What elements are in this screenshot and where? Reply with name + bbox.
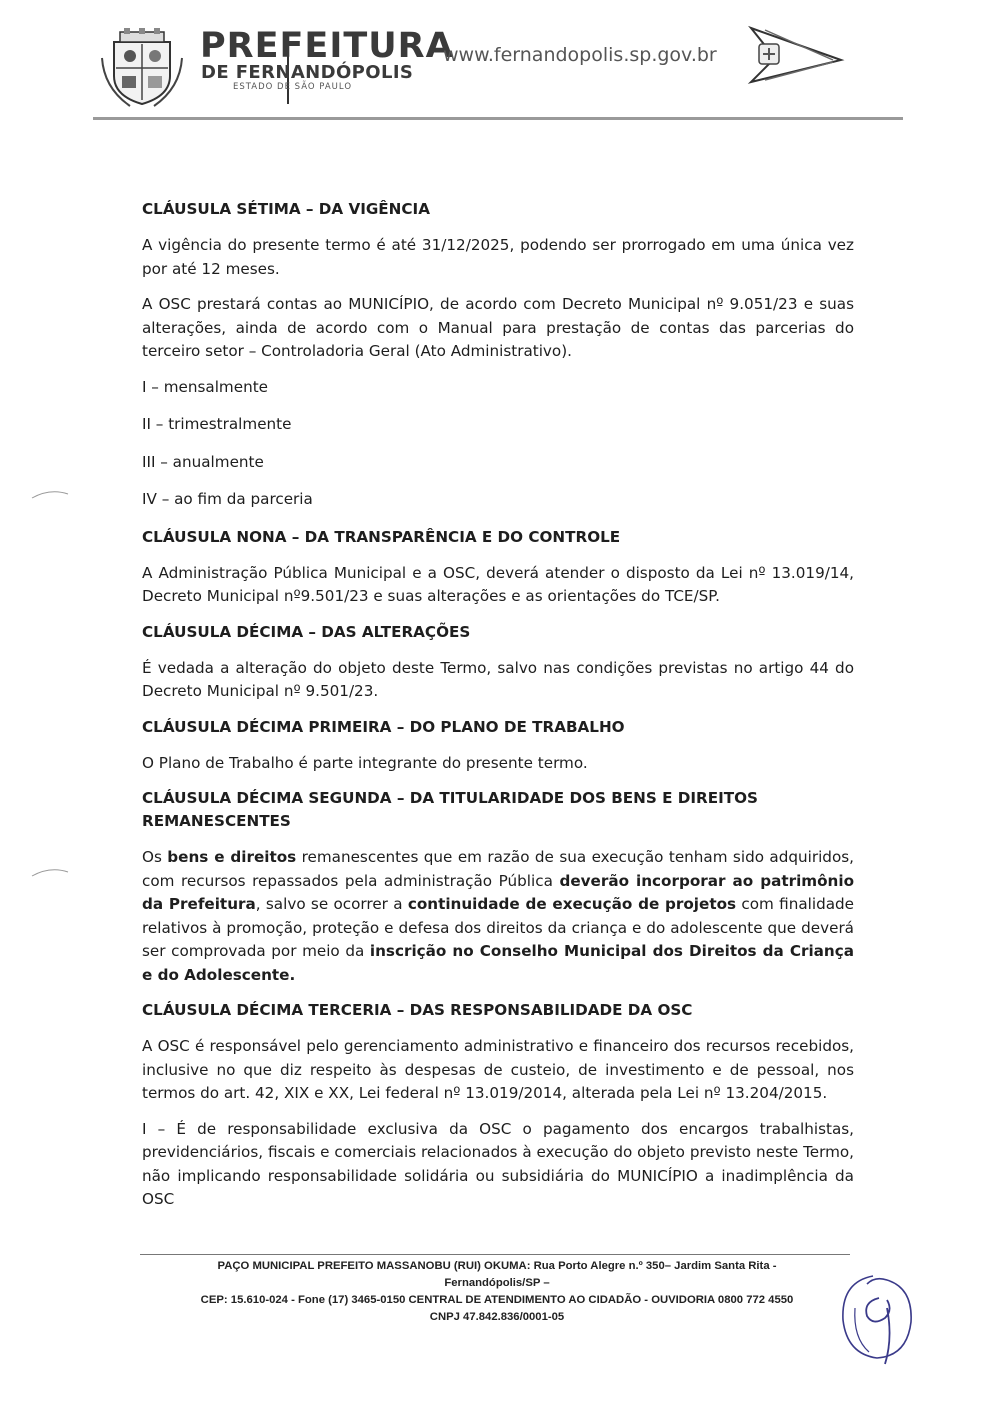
clause-paragraph: A vigência do presente termo é até 31/12/2025, podendo ser prorrogado em uma única vez por até 12 meses. — [142, 236, 854, 278]
brand-state: ESTADO DE SÃO PAULO — [233, 82, 353, 92]
text-run: Os — [142, 848, 168, 866]
signature-initial-icon — [833, 1268, 923, 1368]
bold-text: continuidade de execução de projetos — [407, 895, 737, 913]
clause-paragraph: A Administração Pública Municipal e a OSC, deverá atender o disposto da Lei nº 13.019/14, Decreto Municipal nº9.501/23 e suas alterações e as orientações do TCE/SP. — [142, 563, 854, 605]
clause-heading: CLÁUSULA DÉCIMA PRIMEIRA – DO PLANO DE TRABALHO — [142, 717, 625, 736]
clause-paragraph: A OSC prestará contas ao MUNICÍPIO, de acordo com Decreto Municipal nº 9.051/23 e suas alterações, ainda de acordo com o Manual para prestação de contas das parcerias do terceiro setor – Controladoria Geral (Ato Administrativo). — [142, 295, 854, 360]
flag-emblem-icon — [745, 20, 845, 90]
clause-heading: CLÁUSULA DÉCIMA – DAS ALTERAÇÕES — [142, 622, 471, 641]
list-item: III – anualmente — [142, 452, 264, 471]
clause-paragraph: É vedada a alteração do objeto deste Termo, salvo nas condições previstas no artigo 44 do Decreto Municipal nº 9.501/23. — [142, 658, 854, 700]
footer-contact: CEP: 15.610-024 - Fone (17) 3465-0150 CENTRAL DE ATENDIMENTO AO CIDADÃO - OUVIDORIA 0800 772 4550 — [200, 1294, 794, 1306]
footer-rule — [140, 1254, 850, 1255]
clause-heading: CLÁUSULA NONA – DA TRANSPARÊNCIA E DO CONTROLE — [142, 527, 621, 546]
scan-mark — [30, 866, 70, 878]
clause-paragraph: O Plano de Trabalho é parte integrante do presente termo. — [142, 753, 588, 772]
bold-text: inscrição no Conselho Municipal dos Direitos da Criança e do Adolescente. — [142, 942, 854, 984]
document-body — [142, 198, 854, 1224]
clause-heading: CLÁUSULA DÉCIMA TERCERIA – DAS RESPONSABILIDADE DA OSC — [142, 1001, 693, 1019]
clause-paragraph: A OSC é responsável pelo gerenciamento administrativo e financeiro dos recursos recebidos, inclusive no que diz respeito às despesas de custeio, de investimento e de pessoal, nos termos do art. 42, XIX e XX, Lei federal nº 13.019/2014, alterada pela Lei nº 13.204/2015. — [142, 1037, 854, 1102]
footer-cnpj: CNPJ 47.842.836/0001-05 — [429, 1311, 565, 1323]
text-run: remanescentes que em razão de sua execução tenham sido adquiridos, com recursos repassados pela administração Pública — [142, 848, 854, 890]
clause-paragraph — [142, 846, 854, 987]
footer-address: PAÇO MUNICIPAL PREFEITO MASSANOBU (RUI) OKUMA: Rua Porto Alegre n.º 350– Jardim Santa Rita - — [217, 1260, 777, 1272]
letterhead — [100, 18, 900, 118]
bold-text: bens e direitos — [167, 848, 297, 866]
website-url: www.fernandopolis.sp.gov.br — [443, 44, 717, 66]
list-item: I – mensalmente — [142, 377, 268, 396]
clause-paragraph: I – É de responsabilidade exclusiva da OSC o pagamento dos encargos trabalhistas, previdenciários, fiscais e comerciais relacionados à execução do objeto previsto neste Termo, não implicando responsabilidade solidária ou subsidiária do MUNICÍPIO a inadimplência da OSC — [142, 1119, 854, 1208]
list-item: II – trimestralmente — [142, 415, 292, 433]
clause-heading: CLÁUSULA SÉTIMA – DA VIGÊNCIA — [142, 200, 430, 218]
brand-subtitle: DE FERNANDÓPOLIS — [201, 62, 414, 83]
list-item: IV – ao fim da parceria — [142, 490, 313, 508]
text-run: , salvo se ocorrer a — [255, 895, 408, 913]
footer-city: Fernandópolis/SP – — [444, 1277, 550, 1289]
clause-heading: CLÁUSULA DÉCIMA SEGUNDA – DA TITULARIDADE DOS BENS E DIREITOS REMANESCENTES — [142, 789, 758, 830]
footer — [142, 1258, 852, 1326]
coat-of-arms-icon — [100, 28, 184, 108]
brand-title: PREFEITURA — [200, 26, 454, 66]
scan-mark — [30, 488, 70, 500]
bold-text: deverão incorporar ao patrimônio da Prefeitura — [142, 871, 854, 913]
text-run: com finalidade relativos à promoção, proteção e defesa dos direitos da criança e do adolescente que deverá ser comprovada por meio da — [142, 895, 854, 960]
header-rule — [93, 117, 903, 120]
